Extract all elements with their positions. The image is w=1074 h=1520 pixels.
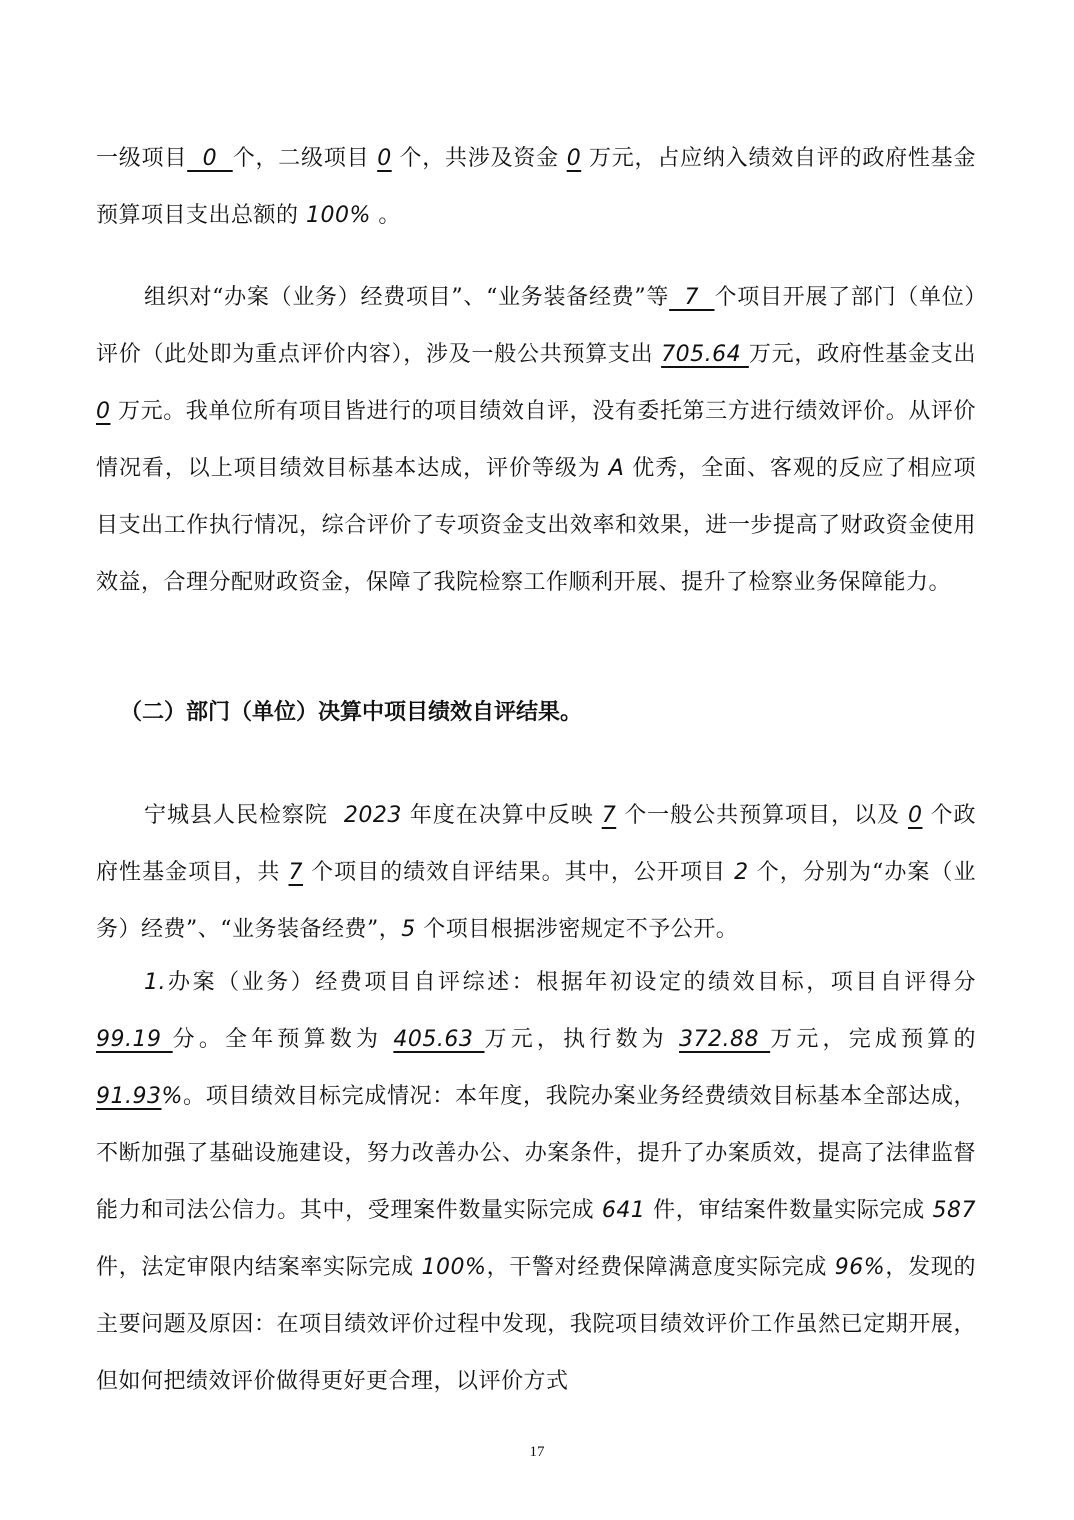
text-span: 万元。我单位所有项目皆进行的项目绩效自评，没有委托第三方进行绩效评价。从评价情况看，以上项目绩效目标基本达成，评价等级为 (96, 399, 976, 481)
text-span: 办案（业务）经费项目自评综述：根据年初设定的绩效目标，项目自评得分 (166, 970, 976, 995)
text-span: 万元，执行数为 (484, 1027, 680, 1052)
underlined-value: 405.63 (393, 1027, 485, 1052)
paragraph-department-evaluation (96, 269, 976, 611)
item-number: 1. (144, 970, 166, 995)
text-span: 个一般公共预算项目，以及 (616, 803, 909, 828)
underlined-value: 91.93 (96, 1084, 162, 1109)
text-span: 个，共涉及资金 (391, 146, 567, 171)
underlined-value: 7 (288, 860, 304, 885)
page-number: 17 (529, 1444, 545, 1460)
text-span: 一级项目 (96, 146, 188, 171)
text-span: 个项目开展了部门（单位）评价（此处即为重点评价内容），涉及一般公共预算支出 (96, 285, 976, 367)
year-value: 2023 (343, 803, 402, 828)
text-span: ，发现的主要问题及原因：在项目绩效评价过程中发现，我院项目绩效评价工作虽然已定期开展，但如何把绩效评价做得更好更合理，以评价方式 (96, 1255, 976, 1394)
section-heading: （二）部门（单位）决算中项目绩效自评结果。 (120, 699, 583, 725)
text-span: 个项目根据涉密规定不予公开。 (415, 917, 739, 942)
text-span: ，干警对经费保障满意度实际完成 (486, 1255, 835, 1280)
underlined-value: 0 (566, 146, 582, 171)
underlined-value: 705.64 (661, 342, 749, 367)
percent-value: 100% (421, 1255, 487, 1280)
percent-value: 100% (306, 203, 371, 228)
text-span: 宁城县人民检察院 (144, 803, 344, 828)
underlined-value: 0 (187, 146, 233, 171)
text-span: 个，分别为“办案（业务）经费”、“业务装备经费”， (96, 860, 976, 942)
text-span: 万元，占应纳入绩效自评的政府性基金预算项目支出总额的 (96, 146, 976, 228)
underlined-value: 0 (96, 399, 111, 424)
count-value: 5 (401, 917, 416, 942)
text-span: 。 (370, 203, 401, 228)
paragraph-government-fund-summary (96, 130, 976, 244)
paragraph-case-funding-review (96, 954, 976, 1410)
underlined-value: 99.19 (96, 1027, 173, 1052)
text-span: 件，审结案件数量实际完成 (645, 1198, 933, 1223)
percent-sign: % (161, 1084, 183, 1109)
underlined-value: 372.88 (679, 1027, 771, 1052)
count-value: 641 (601, 1198, 646, 1223)
text-span: 。项目绩效目标完成情况：本年度，我院办案业务经费绩效目标基本全部达成，不断加强了基础设施建设，努力改善办公、办案条件，提升了办案质效，提高了法律监督能力和司法公信力。其中，受理案件数量实际完成 (96, 1084, 976, 1223)
paragraph-final-accounts-results (96, 787, 976, 958)
text-span: 年度在决算中反映 (401, 803, 602, 828)
text-span: 个，二级项目 (232, 146, 378, 171)
text-span: 万元，完成预算的 (770, 1027, 976, 1052)
underlined-value: 0 (908, 803, 923, 828)
grade-value: A (608, 456, 625, 481)
underlined-value: 7 (669, 285, 715, 310)
text-span: 分。全年预算数为 (172, 1027, 394, 1052)
count-value: 587 (932, 1198, 976, 1223)
count-value: 2 (734, 860, 749, 885)
underlined-value: 7 (601, 803, 617, 828)
text-span: 个政府性基金项目，共 (96, 803, 976, 885)
underlined-value: 0 (377, 146, 392, 171)
text-span: 万元，政府性基金支出 (748, 342, 976, 367)
text-span: 优秀，全面、客观的反应了相应项目支出工作执行情况，综合评价了专项资金支出效率和效果，进一步提高了财政资金使用效益，合理分配财政资金，保障了我院检察工作顺利开展、提升了检察业务保障能力。 (96, 456, 976, 595)
text-span: 件，法定审限内结案率实际完成 (96, 1255, 422, 1280)
percent-value: 96% (834, 1255, 886, 1280)
text-span: 组织对“办案（业务）经费项目”、“业务装备经费”等 (144, 285, 670, 310)
text-span: 个项目的绩效自评结果。其中，公开项目 (303, 860, 735, 885)
